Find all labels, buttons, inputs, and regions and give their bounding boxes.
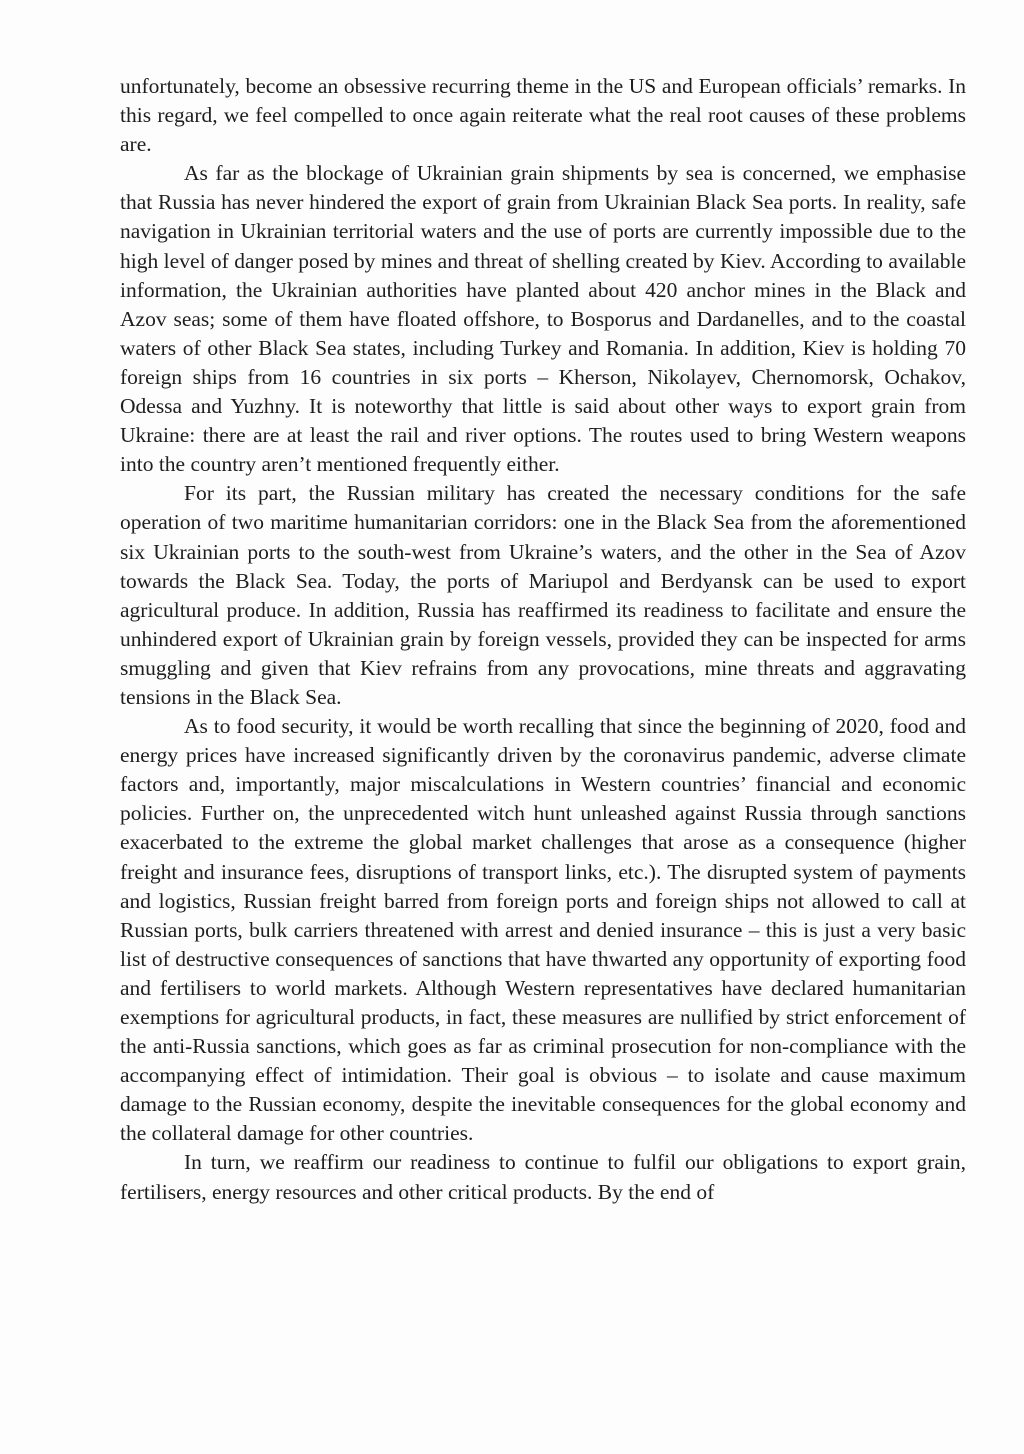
paragraph-food-security: As to food security, it would be worth recalling that since the beginning of 2020, food and energy prices have increased significantly driven by the coronavirus pandemic, adverse climate factors and, importantly, major miscalculations in Western countries’ financial and economic policies. Further on, the unprecedented witch hunt unleashed against Russia through sanctions exacerbated to the extreme the global market challenges that arose as a consequence (higher freight and insurance fees, disruptions of transport links, etc.). The disrupted system of payments and logistics, Russian freight barred from foreign ports and foreign ships not allowed to call at Russian ports, bulk carriers threatened with arrest and denied insurance – this is just a very basic list of destructive consequences of sanctions that have thwarted any opportunity of exporting food and fertilisers to world markets. Although Western representatives have declared humanitarian exemptions for agricultural products, in fact, these measures are nullified by strict enforcement of the anti-Russia sanctions, which goes as far as criminal prosecution for non-compliance with the accompanying effect of intimidation. Their goal is obvious – to isolate and cause maximum damage to the Russian economy, despite the inevitable consequences for the global economy and the collateral damage for other countries. <box>120 714 966 1146</box>
paragraph-obligations: In turn, we reaffirm our readiness to continue to fulfil our obligations to export grain, fertilisers, energy resources and other critical products. By the end of <box>120 1150 966 1204</box>
paragraph-grain-blockage: As far as the blockage of Ukrainian grain shipments by sea is concerned, we emphasise that Russia has never hindered the export of grain from Ukrainian Black Sea ports. In reality, safe navigation in Ukrainian territorial waters and the use of ports are currently impossible due to the high level of danger posed by mines and threat of shelling created by Kiev. According to available information, the Ukrainian authorities have planted about 420 anchor mines in the Black and Azov seas; some of them have floated offshore, to Bosporus and Dardanelles, and to the coastal waters of other Black Sea states, including Turkey and Romania. In addition, Kiev is holding 70 foreign ships from 16 countries in six ports – Kherson, Nikolayev, Chernomorsk, Ochakov, Odessa and Yuzhny. It is noteworthy that little is said about other ways to export grain from Ukraine: there are at least the rail and river options. The routes used to bring Western weapons into the country aren’t mentioned frequently either. <box>120 161 966 477</box>
paragraph-continuation: unfortunately, become an obsessive recurring theme in the US and European officials’ remarks. In this regard, we feel compelled to once again reiterate what the real root causes of these problems are. <box>120 74 966 157</box>
document-body <box>120 72 966 1207</box>
paragraph-humanitarian-corridors: For its part, the Russian military has created the necessary conditions for the safe operation of two maritime humanitarian corridors: one in the Black Sea from the aforementioned six Ukrainian ports to the south-west from Ukraine’s waters, and the other in the Sea of Azov towards the Black Sea. Today, the ports of Mariupol and Berdyansk can be used to export agricultural produce. In addition, Russia has reaffirmed its readiness to facilitate and ensure the unhindered export of Ukrainian grain by foreign vessels, provided they can be inspected for arms smuggling and given that Kiev refrains from any provocations, mine threats and aggravating tensions in the Black Sea. <box>120 481 966 709</box>
